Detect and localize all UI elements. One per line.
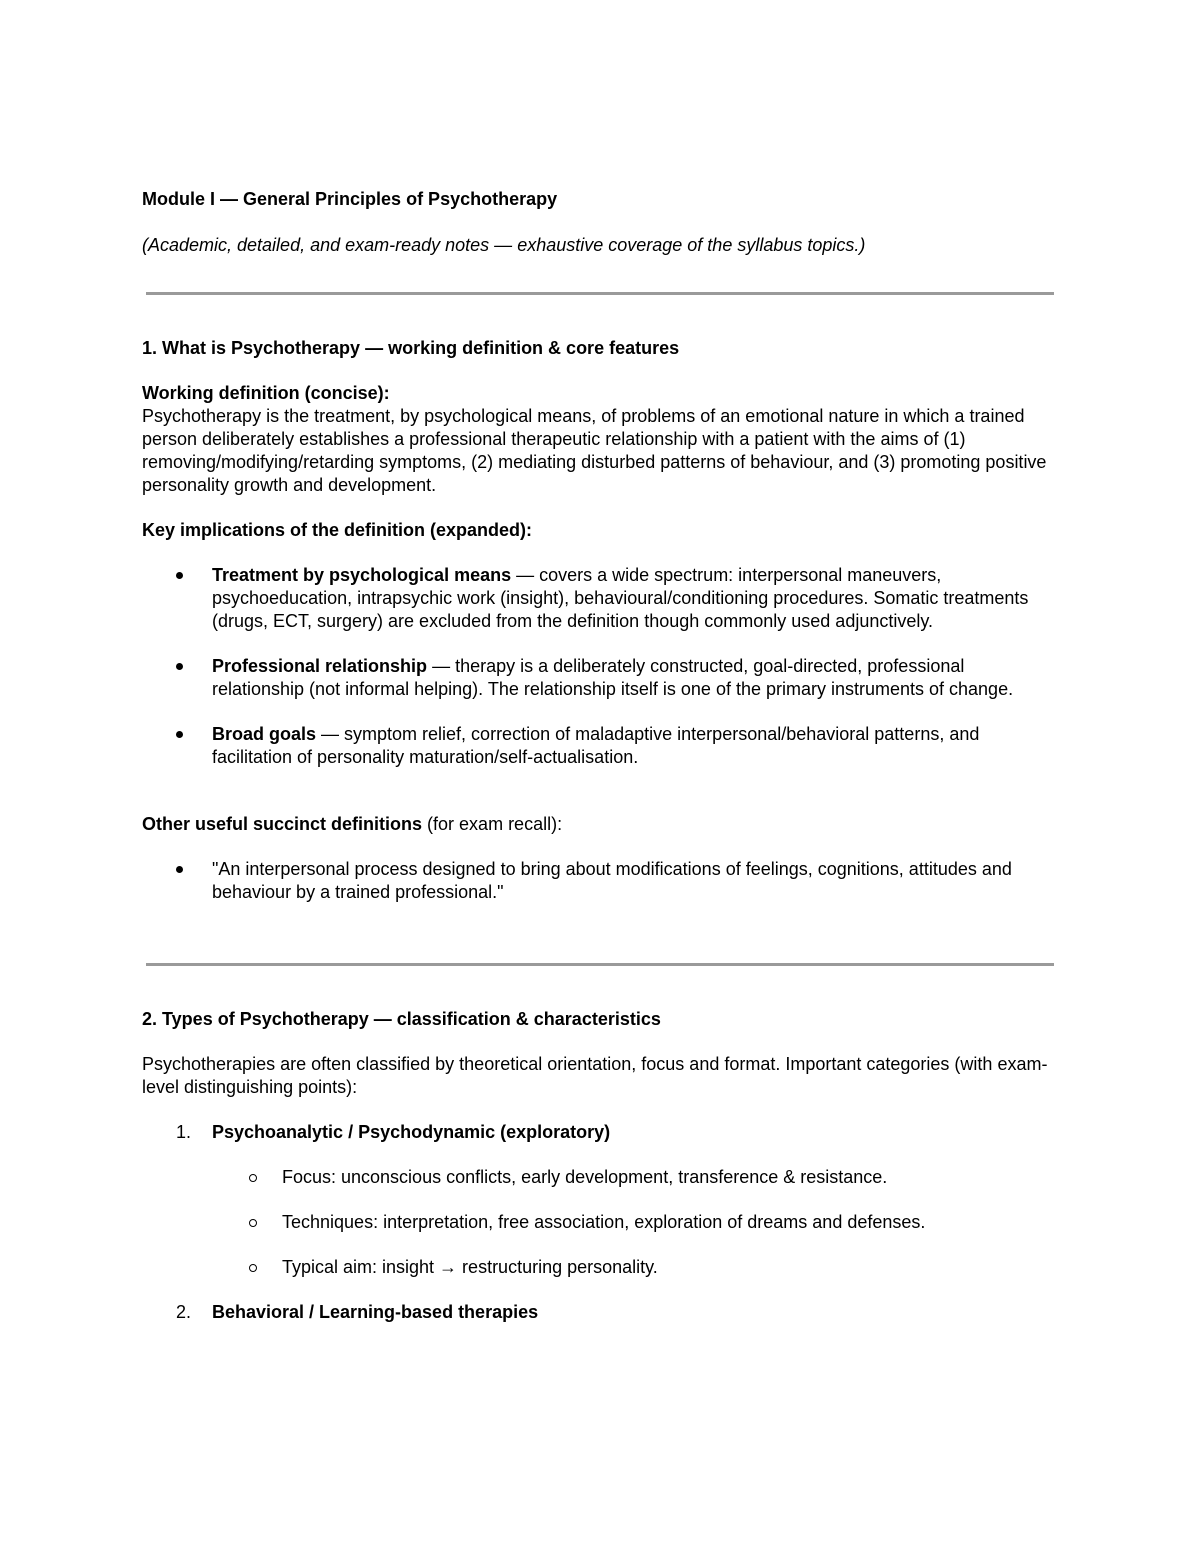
types-list [142, 1121, 1060, 1324]
circle-bullet-icon [249, 1174, 257, 1182]
circle-bullet-icon [249, 1219, 257, 1227]
list-number: 2. [176, 1302, 192, 1322]
type-name: Psychoanalytic / Psychodynamic (exploratory) [212, 1122, 611, 1142]
section-1-heading: 1. What is Psychotherapy — working definition & core features [142, 338, 680, 358]
implication-term: Treatment by psychological means [212, 565, 512, 585]
implication-term: Professional relationship [212, 656, 428, 676]
definition-quote: "An interpersonal process designed to bring about modifications of feelings, cognitions, attitudes and behaviour by a trained professional." [212, 859, 1012, 902]
circle-bullet-icon [249, 1264, 257, 1272]
bullet-icon [176, 731, 183, 738]
implication-text: — therapy is a deliberately constructed, goal-directed, professional relationship (not informal helping). The relationship itself is one of the primary instruments of change. [212, 656, 1014, 699]
implication-text: — symptom relief, correction of maladaptive interpersonal/behavioral patterns, and facilitation of personality maturation/self-actualisation. [212, 724, 980, 767]
section-types-of-psychotherapy [142, 1008, 1060, 1324]
type-point: Focus: unconscious conflicts, early development, transference & resistance. [282, 1167, 888, 1187]
section-what-is-psychotherapy [142, 337, 1060, 904]
type-point: Typical aim: insight → restructuring personality. [282, 1257, 658, 1277]
bullet-icon [176, 572, 183, 579]
list-item [142, 1301, 1060, 1324]
list-number: 1. [176, 1122, 192, 1142]
type-points [212, 1166, 1060, 1279]
list-item [142, 1121, 1060, 1279]
working-definition-text: Psychotherapy is the treatment, by psychological means, of problems of an emotional nature in which a trained person deliberately establishes a professional therapeutic relationship with a patient with the aims of (1) removing/modifying/retarding symptoms, (2) mediating disturbed patterns of behaviour, and (3) promoting positive personality growth and development. [142, 406, 1047, 495]
implication-text: — covers a wide spectrum: interpersonal maneuvers, psychoeducation, intrapsychic work (insight), behavioural/conditioning procedures. Somatic treatments (drugs, ECT, surgery) are excluded from the definition though commonly used adjunctively. [212, 565, 1029, 631]
list-item [212, 1166, 1060, 1189]
document-page [142, 188, 1060, 1346]
list-item [212, 1211, 1060, 1234]
horizontal-rule [146, 292, 1054, 295]
other-definitions-suffix: (for exam recall): [422, 814, 563, 834]
list-item [142, 564, 1060, 633]
list-item [212, 1256, 1060, 1279]
document-subtitle: (Academic, detailed, and exam-ready notes — exhaustive coverage of the syllabus topics.) [142, 235, 866, 255]
list-item [142, 858, 1060, 904]
list-item [142, 655, 1060, 701]
types-intro: Psychotherapies are often classified by theoretical orientation, focus and format. Important categories (with exam-level distinguishing points): [142, 1054, 1048, 1097]
bullet-icon [176, 866, 183, 873]
key-implications-list [142, 564, 1060, 769]
bullet-icon [176, 663, 183, 670]
other-definitions-list [142, 858, 1060, 904]
section-2-heading: 2. Types of Psychotherapy — classification & characteristics [142, 1009, 661, 1029]
implication-term: Broad goals [212, 724, 317, 744]
key-implications-label: Key implications of the definition (expanded): [142, 520, 533, 540]
document-title: Module I — General Principles of Psychotherapy [142, 189, 558, 209]
type-name: Behavioral / Learning-based therapies [212, 1302, 539, 1322]
other-definitions-label: Other useful succinct definitions [142, 814, 423, 834]
horizontal-rule [146, 963, 1054, 966]
other-definitions-paragraph [142, 813, 1060, 836]
list-item [142, 723, 1060, 769]
working-definition-label: Working definition (concise): [142, 383, 390, 403]
type-point: Techniques: interpretation, free association, exploration of dreams and defenses. [282, 1212, 926, 1232]
